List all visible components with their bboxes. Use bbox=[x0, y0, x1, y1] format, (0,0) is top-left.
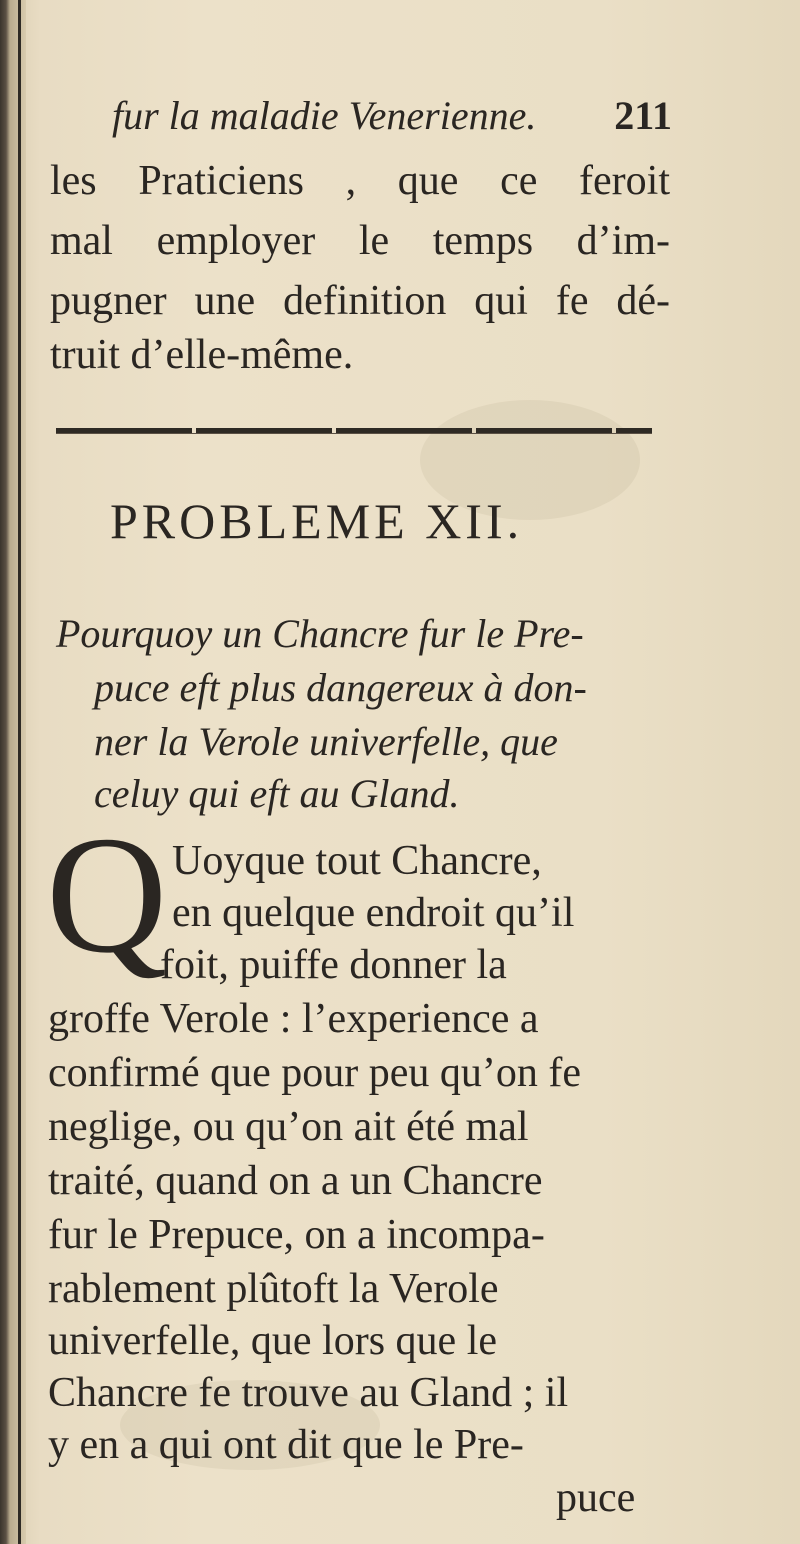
text-line: Chancre fe trouve au Gland ; il bbox=[48, 1370, 569, 1416]
running-head: fur la maladie Venerienne. bbox=[112, 93, 537, 138]
section-heading: PROBLEME XII. bbox=[110, 493, 524, 549]
binding-edge bbox=[0, 0, 26, 1544]
section-rule bbox=[56, 428, 652, 434]
question-line: celuy qui eft au Gland. bbox=[94, 771, 460, 816]
text-line: confirmé que pour peu qu’on fe bbox=[48, 1050, 581, 1096]
text-line: mal employer le temps d’im- bbox=[50, 218, 670, 264]
text-line: fur le Prepuce, on a incompa- bbox=[48, 1212, 545, 1258]
page-number: 211 bbox=[614, 93, 672, 138]
text-line: rablement plûtoft la Verole bbox=[48, 1266, 499, 1312]
drop-capital: Q bbox=[46, 802, 168, 988]
catchword: puce bbox=[556, 1475, 636, 1521]
text-line: groffe Verole : l’experience a bbox=[48, 996, 539, 1042]
text-line: foit, puiffe donner la bbox=[160, 942, 507, 988]
text-line: truit d’elle-même. bbox=[50, 332, 354, 378]
text-line: les Praticiens , que ce feroit bbox=[50, 158, 670, 204]
binding-line bbox=[18, 0, 21, 1544]
text-line: y en a qui ont dit que le Pre- bbox=[48, 1422, 524, 1468]
question-line: puce eft plus dangereux à don- bbox=[94, 665, 587, 710]
text-line: Uoyque tout Chancre, bbox=[172, 838, 542, 884]
text-line: univerfelle, que lors que le bbox=[48, 1318, 497, 1364]
text-line: pugner une definition qui fe dé- bbox=[50, 278, 670, 324]
text-line: en quelque endroit qu’il bbox=[172, 890, 575, 936]
text-line: neglige, ou qu’on ait été mal bbox=[48, 1104, 529, 1150]
question-line: Pourquoy un Chancre fur le Pre- bbox=[56, 611, 584, 656]
text-line: traité, quand on a un Chancre bbox=[48, 1158, 543, 1204]
page-header bbox=[112, 92, 672, 144]
question-line: ner la Verole univerfelle, que bbox=[94, 719, 558, 764]
